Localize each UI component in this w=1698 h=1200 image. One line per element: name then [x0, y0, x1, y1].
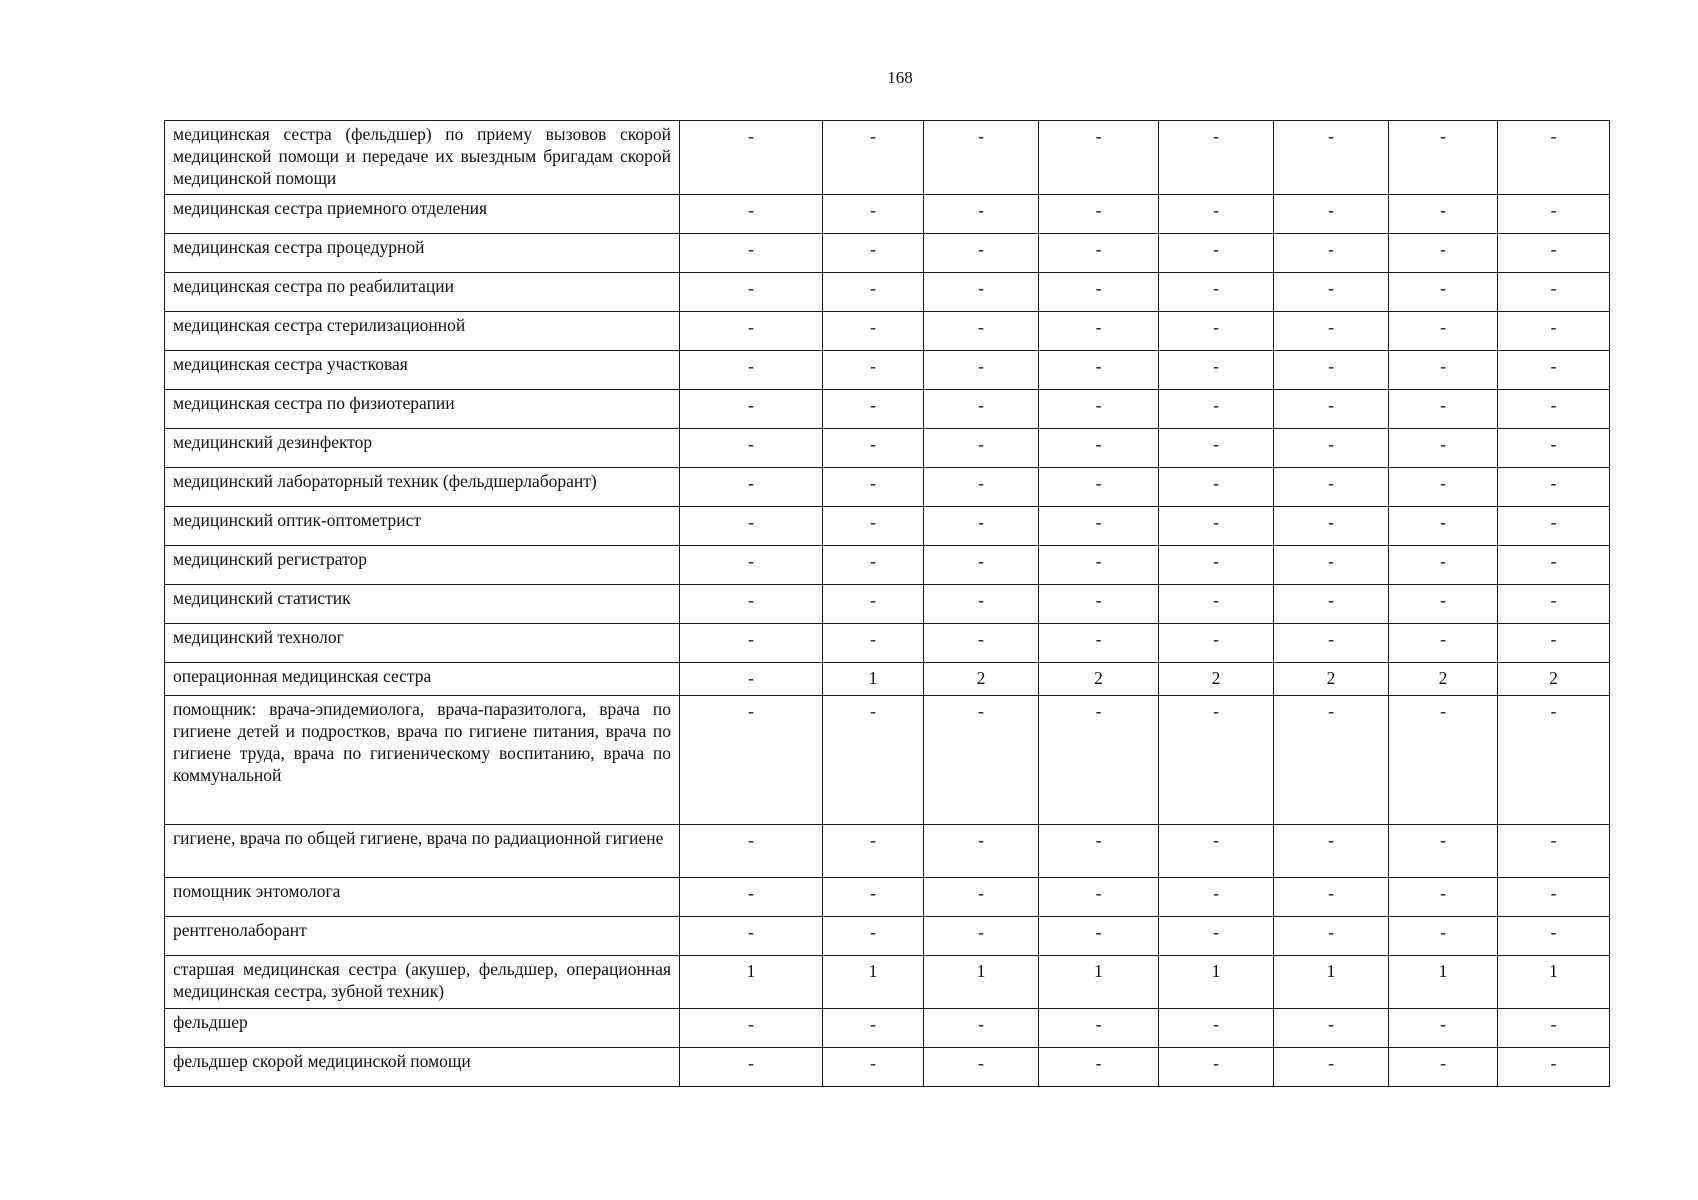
value-cell: - — [1159, 546, 1274, 585]
value-cell: - — [1159, 351, 1274, 390]
value-cell: - — [1159, 1009, 1274, 1048]
value-cell: - — [1274, 825, 1389, 878]
table-row — [165, 663, 1610, 696]
value-cell: - — [823, 351, 924, 390]
value-cell: - — [823, 312, 924, 351]
value-cell: - — [680, 429, 823, 468]
value-cell: - — [1389, 878, 1498, 917]
value-cell: - — [924, 121, 1039, 195]
table-row — [165, 585, 1610, 624]
page-number: 168 — [887, 68, 913, 87]
value-cell: - — [1274, 195, 1389, 234]
value-cell: 2 — [1274, 663, 1389, 696]
value-cell: - — [1498, 195, 1610, 234]
value-cell: 2 — [1498, 663, 1610, 696]
value-cell: 2 — [1039, 663, 1159, 696]
table-row — [165, 696, 1610, 825]
value-cell: - — [1498, 917, 1610, 956]
value-cell: - — [823, 273, 924, 312]
value-cell: 1 — [1159, 956, 1274, 1009]
table-row — [165, 507, 1610, 546]
table-row — [165, 546, 1610, 585]
value-cell: - — [924, 1009, 1039, 1048]
value-cell: - — [1274, 917, 1389, 956]
value-cell: - — [1498, 273, 1610, 312]
value-cell: - — [823, 507, 924, 546]
value-cell: - — [1274, 121, 1389, 195]
value-cell: - — [1498, 507, 1610, 546]
value-cell: - — [1159, 195, 1274, 234]
value-cell: - — [680, 624, 823, 663]
position-name-cell: медицинская сестра по реабилитации — [165, 273, 680, 312]
value-cell: - — [924, 1048, 1039, 1087]
value-cell: - — [1498, 351, 1610, 390]
value-cell: - — [924, 878, 1039, 917]
value-cell: - — [924, 468, 1039, 507]
value-cell: - — [1039, 1048, 1159, 1087]
value-cell: - — [680, 825, 823, 878]
value-cell: - — [823, 825, 924, 878]
value-cell: - — [924, 429, 1039, 468]
value-cell: - — [1498, 312, 1610, 351]
value-cell: - — [823, 546, 924, 585]
value-cell: - — [1498, 390, 1610, 429]
value-cell: - — [1274, 507, 1389, 546]
value-cell: - — [680, 273, 823, 312]
value-cell: - — [1498, 429, 1610, 468]
value-cell: - — [924, 825, 1039, 878]
position-name-cell: медицинская сестра (фельдшер) по приему вызовов скорой медицинской помощи и передаче их выездным бригадам скорой медицинской помощи — [165, 121, 680, 195]
value-cell: 1 — [823, 956, 924, 1009]
value-cell: - — [1389, 546, 1498, 585]
position-name-cell: помощник энтомолога — [165, 878, 680, 917]
table-row — [165, 468, 1610, 507]
position-name-cell: медицинский регистратор — [165, 546, 680, 585]
value-cell: - — [1498, 585, 1610, 624]
value-cell: - — [924, 312, 1039, 351]
value-cell: - — [924, 546, 1039, 585]
value-cell: - — [1039, 546, 1159, 585]
value-cell: 1 — [1039, 956, 1159, 1009]
value-cell: - — [1159, 696, 1274, 825]
value-cell: - — [1498, 121, 1610, 195]
value-cell: 1 — [680, 956, 823, 1009]
value-cell: - — [680, 1009, 823, 1048]
value-cell: 2 — [1159, 663, 1274, 696]
position-name-cell: рентгенолаборант — [165, 917, 680, 956]
value-cell: - — [823, 1009, 924, 1048]
position-name-cell: медицинский оптик-оптометрист — [165, 507, 680, 546]
value-cell: - — [1274, 878, 1389, 917]
value-cell: - — [1039, 507, 1159, 546]
value-cell: - — [1498, 696, 1610, 825]
value-cell: - — [1159, 273, 1274, 312]
value-cell: - — [680, 390, 823, 429]
value-cell: - — [823, 696, 924, 825]
value-cell: - — [1389, 312, 1498, 351]
value-cell: - — [1159, 468, 1274, 507]
value-cell: - — [1159, 1048, 1274, 1087]
value-cell: - — [823, 390, 924, 429]
value-cell: - — [1274, 1009, 1389, 1048]
value-cell: - — [1498, 1009, 1610, 1048]
value-cell: - — [1039, 351, 1159, 390]
value-cell: - — [1274, 234, 1389, 273]
value-cell: - — [680, 878, 823, 917]
value-cell: - — [1159, 312, 1274, 351]
position-name-cell: медицинский технолог — [165, 624, 680, 663]
value-cell: - — [1389, 696, 1498, 825]
value-cell: - — [680, 585, 823, 624]
value-cell: - — [680, 195, 823, 234]
position-name-cell: медицинский лабораторный техник (фельдшерлаборант) — [165, 468, 680, 507]
value-cell: 1 — [1389, 956, 1498, 1009]
value-cell: - — [1274, 273, 1389, 312]
position-name-cell: операционная медицинская сестра — [165, 663, 680, 696]
value-cell: - — [1274, 696, 1389, 825]
table-row — [165, 195, 1610, 234]
table-row — [165, 312, 1610, 351]
table-row — [165, 917, 1610, 956]
position-name-cell: медицинская сестра стерилизационной — [165, 312, 680, 351]
table-row — [165, 956, 1610, 1009]
value-cell: - — [1039, 878, 1159, 917]
position-name-cell: медицинская сестра приемного отделения — [165, 195, 680, 234]
value-cell: - — [1039, 195, 1159, 234]
position-name-cell: медицинская сестра участковая — [165, 351, 680, 390]
value-cell: - — [924, 234, 1039, 273]
table-row — [165, 1009, 1610, 1048]
value-cell: - — [1389, 624, 1498, 663]
value-cell: - — [1498, 624, 1610, 663]
table-row — [165, 624, 1610, 663]
value-cell: - — [1159, 917, 1274, 956]
value-cell: - — [1039, 1009, 1159, 1048]
value-cell: 1 — [1274, 956, 1389, 1009]
value-cell: - — [1159, 121, 1274, 195]
value-cell: - — [1039, 429, 1159, 468]
value-cell: - — [924, 624, 1039, 663]
value-cell: - — [1498, 1048, 1610, 1087]
table-row — [165, 121, 1610, 195]
value-cell: - — [1389, 390, 1498, 429]
value-cell: - — [1389, 234, 1498, 273]
value-cell: - — [1274, 468, 1389, 507]
value-cell: - — [823, 585, 924, 624]
value-cell: - — [680, 1048, 823, 1087]
value-cell: - — [1039, 312, 1159, 351]
value-cell: - — [1039, 624, 1159, 663]
position-name-cell: старшая медицинская сестра (акушер, фельдшер, операционная медицинская сестра, зубной техник) — [165, 956, 680, 1009]
value-cell: - — [1498, 825, 1610, 878]
value-cell: - — [1389, 273, 1498, 312]
table-body — [165, 121, 1610, 1087]
value-cell: - — [680, 917, 823, 956]
position-name-cell: медицинская сестра по физиотерапии — [165, 390, 680, 429]
value-cell: - — [1039, 825, 1159, 878]
value-cell: - — [924, 507, 1039, 546]
value-cell: - — [1498, 546, 1610, 585]
value-cell: - — [1389, 1048, 1498, 1087]
value-cell: - — [1159, 429, 1274, 468]
position-name-cell: фельдшер — [165, 1009, 680, 1048]
value-cell: - — [680, 234, 823, 273]
value-cell: - — [1498, 468, 1610, 507]
value-cell: - — [1039, 121, 1159, 195]
value-cell: - — [924, 696, 1039, 825]
position-name-cell: медицинская сестра процедурной — [165, 234, 680, 273]
value-cell: - — [1389, 468, 1498, 507]
value-cell: - — [1039, 696, 1159, 825]
value-cell: - — [1159, 585, 1274, 624]
position-name-cell: помощник: врача-эпидемиолога, врача-паразитолога, врача по гигиене детей и подростков, врача по гигиене питания, врача по гигиене труда, врача по гигиеническому воспитанию, врача по коммунальной — [165, 696, 680, 825]
value-cell: - — [1389, 507, 1498, 546]
value-cell: - — [1159, 507, 1274, 546]
value-cell: - — [680, 351, 823, 390]
value-cell: - — [823, 429, 924, 468]
value-cell: - — [680, 663, 823, 696]
value-cell: 2 — [1389, 663, 1498, 696]
position-name-cell: гигиене, врача по общей гигиене, врача по радиационной гигиене — [165, 825, 680, 878]
staffing-table — [164, 120, 1610, 1087]
value-cell: - — [823, 195, 924, 234]
value-cell: - — [823, 121, 924, 195]
value-cell: - — [680, 121, 823, 195]
value-cell: - — [1039, 273, 1159, 312]
value-cell: - — [1389, 351, 1498, 390]
value-cell: - — [1039, 468, 1159, 507]
value-cell: - — [1274, 351, 1389, 390]
value-cell: - — [924, 585, 1039, 624]
value-cell: - — [1159, 878, 1274, 917]
value-cell: - — [680, 696, 823, 825]
value-cell: 1 — [823, 663, 924, 696]
value-cell: - — [924, 351, 1039, 390]
value-cell: - — [1159, 825, 1274, 878]
value-cell: 1 — [1498, 956, 1610, 1009]
table-row — [165, 429, 1610, 468]
value-cell: - — [680, 507, 823, 546]
value-cell: - — [680, 546, 823, 585]
table-row — [165, 390, 1610, 429]
value-cell: - — [680, 312, 823, 351]
value-cell: - — [1274, 1048, 1389, 1087]
value-cell: - — [823, 234, 924, 273]
value-cell: - — [1274, 312, 1389, 351]
value-cell: - — [1039, 585, 1159, 624]
value-cell: - — [1389, 585, 1498, 624]
value-cell: - — [1498, 234, 1610, 273]
value-cell: - — [823, 468, 924, 507]
value-cell: - — [823, 878, 924, 917]
value-cell: 2 — [924, 663, 1039, 696]
position-name-cell: медицинский статистик — [165, 585, 680, 624]
table-row — [165, 234, 1610, 273]
position-name-cell: медицинский дезинфектор — [165, 429, 680, 468]
value-cell: - — [1159, 234, 1274, 273]
value-cell: - — [680, 468, 823, 507]
value-cell: - — [823, 917, 924, 956]
value-cell: - — [1389, 195, 1498, 234]
value-cell: - — [1039, 390, 1159, 429]
value-cell: - — [1039, 234, 1159, 273]
table-row — [165, 351, 1610, 390]
table-row — [165, 825, 1610, 878]
value-cell: - — [924, 390, 1039, 429]
table-row — [165, 273, 1610, 312]
value-cell: - — [1159, 390, 1274, 429]
value-cell: - — [1389, 917, 1498, 956]
value-cell: - — [823, 624, 924, 663]
value-cell: - — [1274, 624, 1389, 663]
value-cell: - — [1274, 390, 1389, 429]
value-cell: - — [1274, 429, 1389, 468]
value-cell: - — [823, 1048, 924, 1087]
value-cell: - — [1389, 1009, 1498, 1048]
value-cell: 1 — [924, 956, 1039, 1009]
value-cell: - — [1274, 546, 1389, 585]
value-cell: - — [924, 273, 1039, 312]
value-cell: - — [1039, 917, 1159, 956]
value-cell: - — [1389, 121, 1498, 195]
value-cell: - — [1389, 825, 1498, 878]
value-cell: - — [1389, 429, 1498, 468]
value-cell: - — [924, 195, 1039, 234]
value-cell: - — [924, 917, 1039, 956]
value-cell: - — [1159, 624, 1274, 663]
position-name-cell: фельдшер скорой медицинской помощи — [165, 1048, 680, 1087]
table-row — [165, 1048, 1610, 1087]
value-cell: - — [1274, 585, 1389, 624]
value-cell: - — [1498, 878, 1610, 917]
table-row — [165, 878, 1610, 917]
